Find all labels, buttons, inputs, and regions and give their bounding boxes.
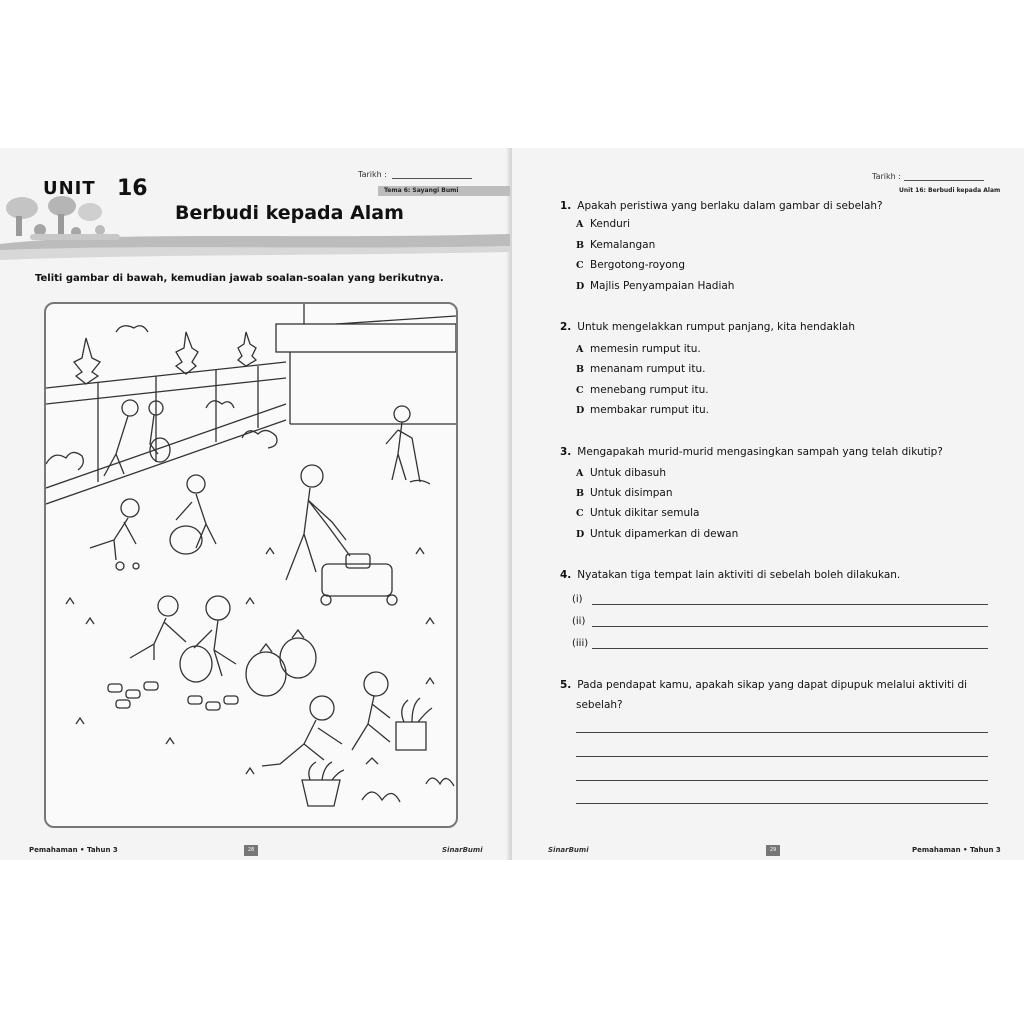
q1-option-b[interactable]: B Kemalangan xyxy=(576,239,656,251)
question-5: 5. Pada pendapat kamu, apakah sikap yang dapat dipupuk melalui aktiviti di xyxy=(560,679,968,691)
question-3: 3. Mengapakah murid-murid mengasingkan sampah yang telah dikutip? xyxy=(560,446,943,458)
page-number-right: 29 xyxy=(766,845,780,856)
q4-answer-line-3[interactable] xyxy=(592,648,988,649)
footer-right: Pemahaman • Tahun 3 xyxy=(912,846,1001,854)
footer-left: Pemahaman • Tahun 3 xyxy=(29,846,118,854)
right-page xyxy=(512,148,1024,860)
question-4: 4. Nyatakan tiga tempat lain aktiviti di sebelah boleh dilakukan. xyxy=(560,569,901,581)
unit-label: UNIT xyxy=(43,178,96,199)
q2-option-a[interactable]: A memesin rumput itu. xyxy=(576,343,701,355)
unit-title: Berbudi kepada Alam xyxy=(175,202,404,224)
q2-option-c[interactable]: C menebang rumput itu. xyxy=(576,384,709,396)
q4-answer-label-1: (i) xyxy=(572,594,583,605)
q3-option-c[interactable]: C Untuk dikitar semula xyxy=(576,507,700,519)
date-label-left: Tarikh : xyxy=(358,170,387,179)
q4-answer-label-2: (ii) xyxy=(572,616,586,627)
q4-answer-label-3: (iii) xyxy=(572,638,589,649)
date-line-right xyxy=(904,180,984,181)
question-1: 1. Apakah peristiwa yang berlaku dalam gambar di sebelah? xyxy=(560,200,883,212)
q1-option-d[interactable]: D Majlis Penyampaian Hadiah xyxy=(576,280,735,292)
q2-option-d[interactable]: D membakar rumput itu. xyxy=(576,404,710,416)
publisher-logo-left: SinarBumi xyxy=(442,846,483,854)
theme-banner-left: Tema 6: Sayangi Bumi xyxy=(378,186,510,196)
q3-option-a[interactable]: A Untuk dibasuh xyxy=(576,467,666,479)
q4-answer-line-2[interactable] xyxy=(592,626,988,627)
q5-answer-line-1[interactable] xyxy=(576,732,988,733)
date-label-right: Tarikh : xyxy=(872,172,901,181)
q5-answer-line-4[interactable] xyxy=(576,803,988,804)
q5-answer-line-2[interactable] xyxy=(576,756,988,757)
q4-answer-line-1[interactable] xyxy=(592,604,988,605)
q3-option-b[interactable]: B Untuk disimpan xyxy=(576,487,673,499)
publisher-logo-right: SinarBumi xyxy=(548,846,589,854)
date-line-left xyxy=(392,178,472,179)
q5-answer-line-3[interactable] xyxy=(576,780,988,781)
q3-option-d[interactable]: D Untuk dipamerkan di dewan xyxy=(576,528,739,540)
unit-number: 16 xyxy=(117,176,148,201)
question-5-continuation: sebelah? xyxy=(576,699,623,711)
q2-option-b[interactable]: B menanam rumput itu. xyxy=(576,363,706,375)
gotong-royong-illustration xyxy=(44,302,458,828)
page-number-left: 28 xyxy=(244,845,258,856)
question-2: 2. Untuk mengelakkan rumput panjang, kita hendaklah xyxy=(560,321,855,333)
q1-option-a[interactable]: A Kenduri xyxy=(576,218,631,230)
q1-option-c[interactable]: C Bergotong-royong xyxy=(576,259,686,271)
theme-banner-right: Unit 16: Berbudi kepada Alam xyxy=(899,187,1001,194)
scene-drawing xyxy=(46,304,456,826)
instruction-text: Teliti gambar di bawah, kemudian jawab soalan-soalan yang berikutnya. xyxy=(35,273,444,284)
